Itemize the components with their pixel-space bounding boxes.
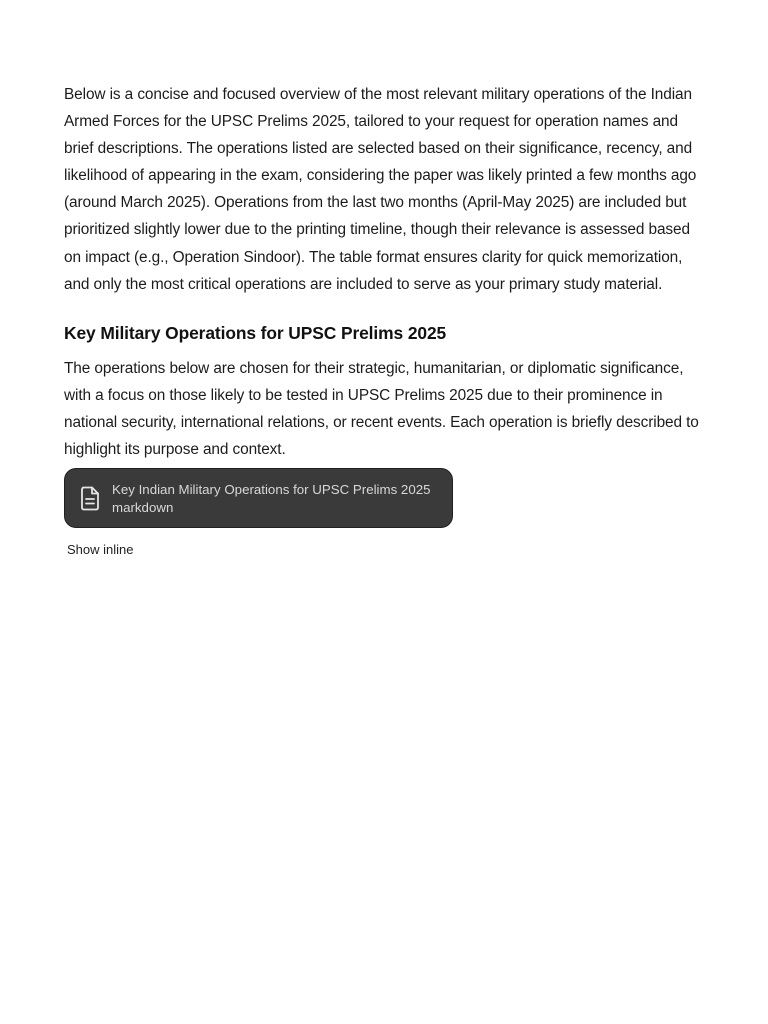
artifact-card[interactable] (64, 468, 453, 528)
section-heading: Key Military Operations for UPSC Prelims 2025 (64, 322, 447, 343)
artifact-title: Key Indian Military Operations for UPSC Prelims 2025 (112, 482, 431, 498)
show-inline-button[interactable]: Show inline (67, 542, 134, 558)
message-content (64, 81, 708, 559)
artifact-text (112, 479, 431, 517)
artifact-type: markdown (112, 500, 174, 516)
intro-paragraph: Below is a concise and focused overview of the most relevant military operations of the Indian Armed Forces for the UPSC Prelims 2025, tailored to your request for operation names and brief descriptions. The operations listed are selected based on their significance, recency, and likelihood of appearing in the exam, considering the paper was likely printed a few months ago (around March 2025). Operations from the last two months (April-May 2025) are included but prioritized slightly lower due to the printing timeline, though their relevance is assessed based on impact (e.g., Operation Sindoor). The table format ensures clarity for quick memorization, and only the most critical operations are included to serve as your primary study material. (64, 86, 697, 293)
document-icon (79, 485, 101, 511)
section-paragraph: The operations below are chosen for their strategic, humanitarian, or diplomatic significance, with a focus on those likely to be tested in UPSC Prelims 2025 due to their prominence in national security, international relations, or recent events. Each operation is briefly described to highlight its purpose and context. (64, 359, 699, 459)
